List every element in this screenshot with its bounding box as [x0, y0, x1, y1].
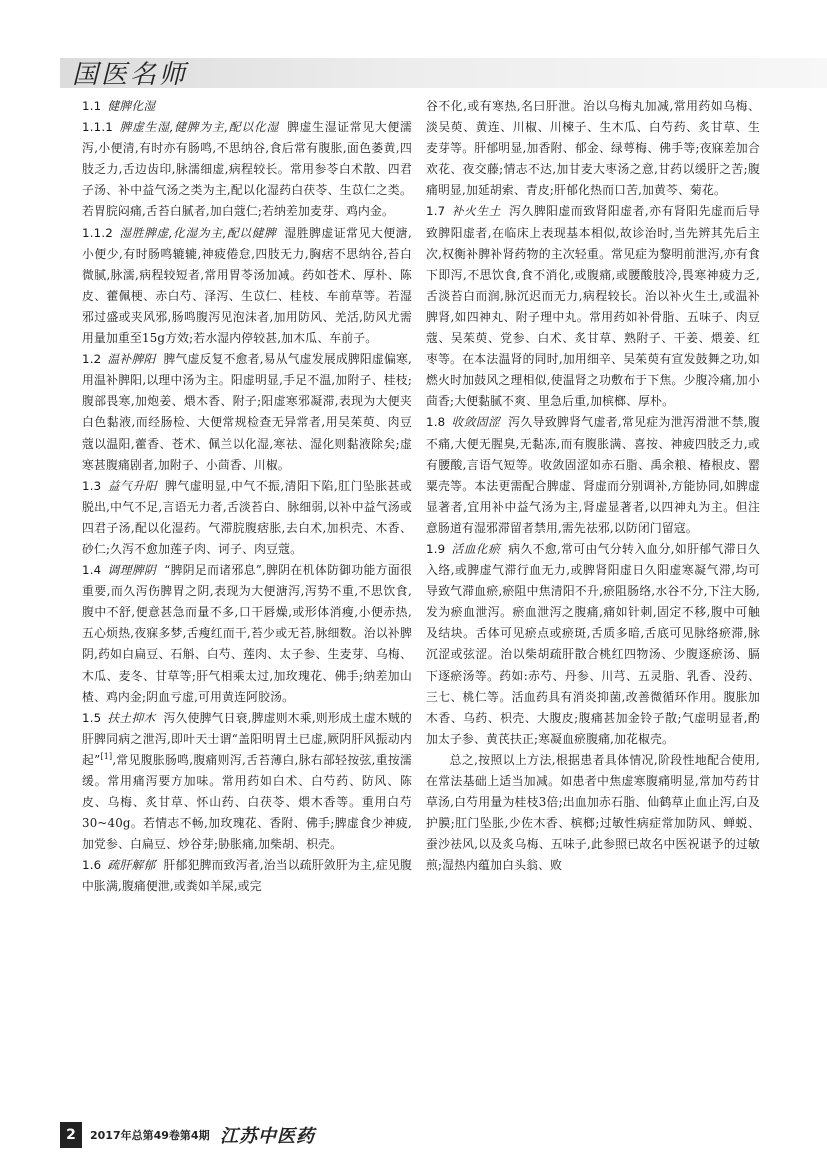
heading-number: 1.1.1: [82, 120, 114, 135]
heading-title: 脾虚生湿,健脾为主,配以化湿: [119, 120, 280, 135]
heading-number: 1.9: [426, 541, 446, 556]
heading-title: 调理脾阴: [107, 563, 157, 578]
citation-mark: [1]: [100, 751, 113, 761]
heading-title: 疏肝解郁: [107, 858, 156, 873]
heading-number: 1.7: [426, 204, 446, 219]
paragraph-1-1-1: [82, 117, 412, 222]
heading-title: 湿胜脾虚,化湿为主,配以健脾: [119, 225, 277, 240]
heading-number: 1.6: [82, 858, 102, 873]
paragraph-1-9: [426, 539, 760, 750]
heading-number: 1.1: [82, 99, 102, 113]
heading-number: 1.3: [82, 478, 102, 493]
heading-title: 收敛固涩: [451, 415, 501, 430]
heading-title: 温补脾阳: [107, 352, 156, 367]
heading-title: 健脾化湿: [107, 99, 156, 113]
heading-title: 扶土抑木: [107, 710, 156, 725]
paragraph-1-2: [82, 349, 412, 476]
paragraph-continued: 谷不化,或有寒热,名曰肝泄。治以乌梅丸加减,常用药如乌梅、淡吴萸、黄连、川椒、川楝子、生木瓜、白芍药、炙甘草、生麦芽等。肝郁明显,加香附、郁金、绿萼梅、佛手等;夜寐差加合欢花、夜交藤;情志不达,加甘麦大枣汤之意,甘药以缓肝之苦;腹痛明显,加延胡索、青皮;肝郁化热而口苦,加黄芩、菊花。: [426, 99, 760, 198]
paragraph-text: 脾气虚明显,中气不振,清阳下陷,肛门坠胀甚或脱出,中气不足,言语无力者,舌淡苔白、脉细弱,以补中益气汤或四君子汤,配以化湿药。气滞脘腹痞胀,去白术,加枳壳、木香、砂仁;久泻不愈加莲子肉、诃子、肉豆蔻。: [82, 478, 412, 556]
heading-number: 1.4: [82, 563, 102, 578]
issue-info: 2017年总第49卷第4期: [90, 1129, 210, 1142]
heading-title: 补火生土: [451, 204, 502, 219]
paragraph-text: 泻久导致脾肾气虚者,常见症为泄泻滑泄不禁,腹不痛,大便无腥臭,无黏冻,而有腹胀满、喜按、神疲四肢乏力,或有腰酸,言语气短等。收敛固涩如赤石脂、禹余粮、椿根皮、罂粟壳等。本法更需配合脾虚、肾虚而分别调补,方能协同,如脾虚显著者,宜用补中益气汤为主,肾虚显著者,以四神丸为主。但注意肠道有湿邪滞留者禁用,需先祛邪,以防闭门留寇。: [426, 415, 760, 535]
journal-name: 江苏中医药: [220, 1126, 315, 1147]
heading-title: 活血化瘀: [451, 541, 501, 556]
paragraph-1-1-2: [82, 223, 412, 350]
paragraph-summary: 总之,按照以上方法,根据患者具体情况,阶段性地配合使用,在常法基础上适当加减。如患者中焦虚寒腹痛明显,常加芍药甘草汤,白芍用量为桂枝3倍;出血加赤石脂、仙鹤草止血止泻,白及护膜;肛门坠胀,少佐木香、槟榔;过敏性病症常加防风、蝉蜕、蚕沙祛风,以及炙乌梅、五味子,此参照已故名中医祝谌予的过敏煎;湿热内蕴加白头翁、败: [426, 752, 760, 873]
section-title: 国医名师: [72, 60, 189, 90]
heading-number: 1.8: [426, 415, 446, 430]
page-number: 2: [60, 1122, 82, 1148]
heading-number: 1.1.2: [82, 225, 114, 240]
paragraph-text: 脾气虚反复不愈者,易从气虚发展成脾阳虚偏寒,用温补脾阳,以理中汤为主。阳虚明显,手足不温,加附子、桂枝;腹部畏寒,加炮姜、煨木香、附子;阳虚寒邪凝滞,表现为大便夹白色黏液,而经肠检、大便常规检查无异常者,用吴茱萸、肉豆蔻以温阳,藿香、苍术、佩兰以化湿,寒祛、湿化则黏液除矣;虚寒甚腹痛剧者,加附子、小茴香、川椒。: [82, 352, 412, 472]
paragraph-1-7: [426, 201, 760, 412]
heading-number: 1.5: [82, 710, 102, 725]
heading-1-1: [82, 96, 412, 117]
left-column: [82, 96, 412, 898]
heading-title: 益气升阳: [107, 478, 158, 493]
paragraph-text: 肝郁犯脾而致泻者,治当以疏肝敛肝为主,症见腹中胀满,腹痛便泄,或粪如羊屎,或完: [82, 858, 412, 894]
paragraph-text: 湿胜脾虚证常见大便溏,小便少,有时肠鸣辘辘,神疲倦怠,四肢无力,胸痞不思纳谷,苔白微腻,脉濡,病程较短者,常用胃苓汤加减。药如苍术、厚朴、陈皮、藿佩梗、赤白芍、泽泻、生苡仁、桂枝、车前草等。若湿邪过盛或夹风邪,肠鸣腹泻见泡沫者,加用防风、羌活,防风尤需用量加重至15g方效;若水湿内停较甚,加木瓜、车前子。: [82, 225, 412, 346]
paragraph-1-4: [82, 560, 412, 708]
paragraph-text: 泻久脾阳虚而致肾阳虚者,亦有肾阳先虚而后导致脾阳虚者,在临床上表现基本相似,故诊治时,当先辨其先后主次,权衡补脾补肾药物的主次轻重。常见症为黎明前泄泻,亦有食下即泻,不思饮食,食不消化,或腹痛,或腰酸肢冷,畏寒神疲力乏,舌淡苔白而润,脉沉迟而无力,病程较长。治以补火生土,或温补脾肾,如四神丸、附子理中丸。常用药如补骨脂、五味子、肉豆蔻、吴茱萸、党参、白术、炙甘草、熟附子、干姜、煨姜、红枣等。在本法温肾的同时,加用细辛、吴茱萸有宣发鼓舞之功,如燃火时加鼓风之理相似,使温肾之功敷布于下焦。少腹冷痛,加小茴香;大便黏腻不爽、里急后重,加槟榔、厚朴。: [426, 204, 761, 409]
paragraph-text: 病久不愈,常可由气分转入血分,如肝郁气滞日久入络,或脾虚气滞行血无力,或脾肾阳虚日久阳虚寒凝气滞,均可导致气滞血瘀,瘀阻中焦清阳不升,瘀阻肠络,水谷不分,下注大肠,发为瘀血泄泻。瘀血泄泻之腹痛,痛如针刺,固定不移,腹中可触及结块。舌体可见瘀点或瘀斑,舌质多暗,舌底可见脉络瘀滞,脉沉涩或弦涩。治以柴胡疏肝散合桃红四物汤、少腹逐瘀汤、膈下逐瘀汤等。药如:赤芍、丹参、川芎、五灵脂、乳香、没药、三七、桃仁等。活血药具有消炎抑菌,改善微循环作用。腹胀加木香、乌药、枳壳、大腹皮;腹痛甚加金铃子散;气虚明显者,酌加太子参、黄芪扶正;寒凝血瘀腹痛,加花椒壳。: [426, 541, 760, 746]
right-column: [426, 96, 760, 876]
paragraph-1-3: [82, 476, 412, 560]
paragraph-text: 脾虚生湿证常见大便濡泻,小便清,有时亦有肠鸣,不思纳谷,食后常有腹胀,面色萎黄,四肢乏力,舌边齿印,脉濡细虚,病程较长。常用参苓白术散、四君子汤、补中益气汤之类为主,配以化湿药白茯苓、生苡仁之类。若胃脘闷痛,舌苔白腻者,加白蔻仁;若纳差加麦芽、鸡内金。: [82, 120, 412, 219]
paragraph-text: 泻久使脾气日衰,脾虚则木乘,则形成土虚木贼的肝脾同病之泄泻,即叶天士谓“盖阳明胃土已虚,厥阴肝风振动内起”: [82, 710, 412, 767]
page-footer: [60, 1122, 760, 1148]
paragraph-text: “脾阴足而诸邪息”,脾阴在机体防御功能方面很重要,而久泻伤脾胃之阴,表现为大便溏泻,泻势不重,不思饮食,腹中不舒,便意甚急而量不多,口干唇燥,或形体消瘦,小便赤热,五心烦热,夜寐多梦,舌瘦红而干,苔少或无苔,脉细数。治以补脾阴,药如白扁豆、石斛、白芍、莲肉、太子参、生麦芽、乌梅、木瓜、麦冬、甘草等;肝气相乘太过,加玫瑰花、佛手;纳差加山楂、鸡内金;阴血亏虚,可用黄连阿胶汤。: [82, 563, 412, 704]
paragraph-text: ,常见腹胀肠鸣,腹痛则泻,舌苔薄白,脉右部轻按弦,重按濡缓。常用痛泻要方加味。常用药如白术、白芍药、防风、陈皮、乌梅、炙甘草、怀山药、白茯苓、煨木香等。重用白芍30~40g。若情志不畅,加玫瑰花、香附、佛手;脾虚食少神疲,加党参、白扁豆、炒谷芽;胁胀痛,加柴胡、枳壳。: [82, 752, 413, 852]
paragraph-1-8: [426, 412, 760, 539]
paragraph-1-6: [82, 855, 412, 897]
heading-number: 1.2: [82, 352, 102, 367]
paragraph-1-5: [82, 708, 412, 856]
